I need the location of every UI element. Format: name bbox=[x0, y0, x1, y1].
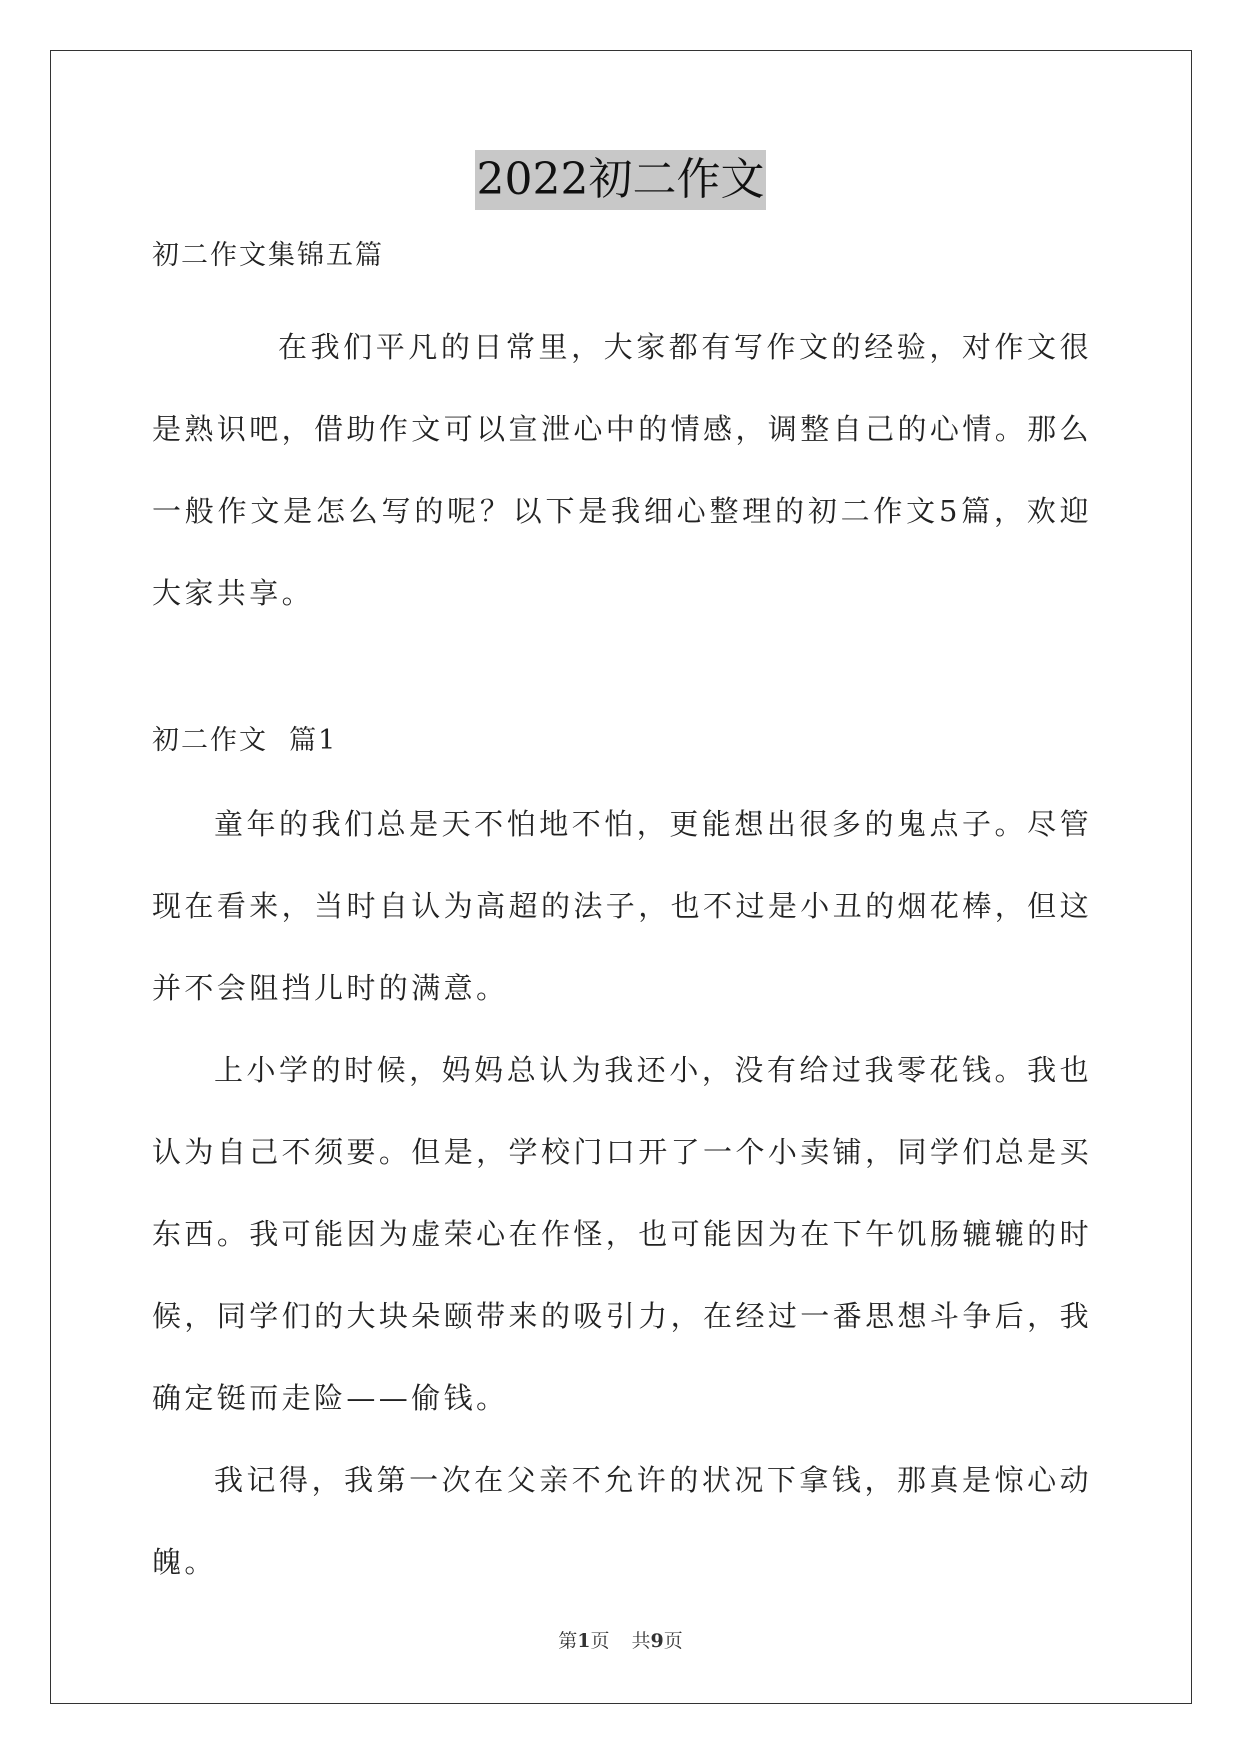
page-unit: 页 bbox=[590, 1630, 610, 1652]
title-container bbox=[0, 150, 1241, 210]
current-page-number: 1 bbox=[577, 1630, 591, 1652]
intro-paragraph: 在我们平凡的日常里，大家都有写作文的经验，对作文很是熟识吧，借助作文可以宣泄心中的情感，调整自己的心情。那么一般作文是怎么写的呢？以下是我细心整理的初二作文5篇，欢迎大家共享。 bbox=[152, 330, 1092, 610]
body-paragraph-3: 我记得，我第一次在父亲不允许的状况下拿钱，那真是惊心动魄。 bbox=[152, 1463, 1092, 1579]
page-footer bbox=[0, 1626, 1241, 1653]
document-title: 2022初二作文 bbox=[475, 150, 767, 210]
document-body bbox=[152, 236, 1092, 1603]
document-subtitle: 初二作文集锦五篇 bbox=[152, 240, 384, 271]
total-page-number: 9 bbox=[650, 1630, 664, 1652]
total-prefix: 共 bbox=[631, 1630, 651, 1652]
body-paragraph-2: 上小学的时候，妈妈总认为我还小，没有给过我零花钱。我也认为自己不须要。但是，学校门口开了一个小卖铺，同学们总是买东西。我可能因为虚荣心在作怪，也可能因为在下午饥肠辘辘的时候，同学们的大块朵颐带来的吸引力，在经过一番思想斗争后，我确定铤而走险——偷钱。 bbox=[152, 1053, 1092, 1415]
page-prefix: 第 bbox=[558, 1630, 578, 1652]
total-unit: 页 bbox=[663, 1630, 683, 1652]
section-heading: 初二作文 篇1 bbox=[152, 725, 338, 756]
body-paragraph-1: 童年的我们总是天不怕地不怕，更能想出很多的鬼点子。尽管现在看来，当时自认为高超的法子，也不过是小丑的烟花棒，但这并不会阻挡儿时的满意。 bbox=[152, 807, 1092, 1005]
